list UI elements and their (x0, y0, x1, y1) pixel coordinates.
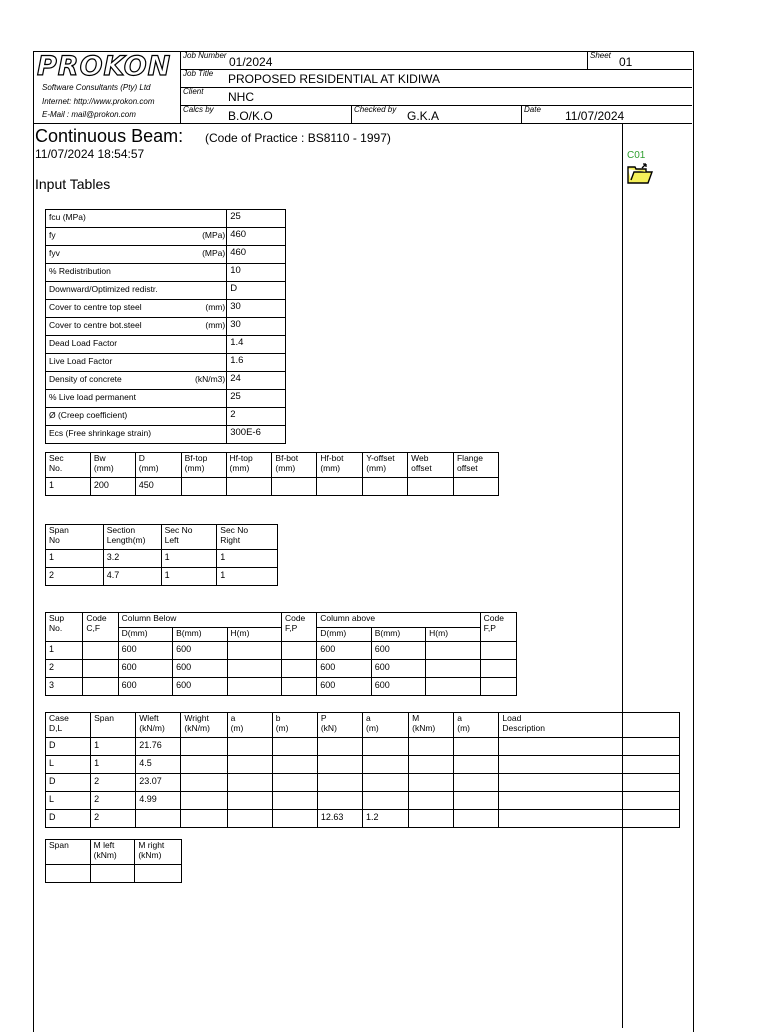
below-d-header: D(mm) (118, 628, 172, 642)
condition-label: Cover to centre bot.steel (49, 320, 142, 330)
above-h-header: H(m) (426, 628, 480, 642)
condition-label: fcu (MPa) (49, 212, 86, 222)
load-cell (409, 756, 454, 774)
span-cell: 4.7 (103, 568, 161, 586)
load-header-cell (622, 713, 679, 738)
condition-label-cell (46, 372, 227, 390)
condition-unit: (MPa) (202, 230, 226, 240)
condition-label: Dead Load Factor (49, 338, 118, 348)
support-cell (480, 678, 516, 696)
load-cell (622, 756, 679, 774)
load-cell (454, 756, 499, 774)
condition-row (46, 264, 286, 282)
header-rule (33, 123, 692, 124)
load-cell (454, 810, 499, 828)
condition-label-cell (46, 300, 227, 318)
load-cell: 12.63 (317, 810, 362, 828)
span-cell: 3.2 (103, 550, 161, 568)
load-cell (362, 738, 408, 756)
column-above-header: Column above (317, 613, 480, 628)
condition-row (46, 372, 286, 390)
load-cell (227, 774, 272, 792)
load-cell (272, 756, 317, 774)
condition-value: 30 (227, 318, 286, 336)
condition-label-cell (46, 390, 227, 408)
load-cell (317, 738, 362, 756)
client-label: Client (183, 87, 204, 96)
moment-cell (135, 865, 182, 883)
condition-label: % Live load permanent (49, 392, 136, 402)
span-header-cell: Sec No Left (161, 525, 217, 550)
load-cell: 1 (91, 738, 136, 756)
spans-table (45, 524, 278, 586)
above-b-header: B(mm) (371, 628, 425, 642)
support-cell: 600 (173, 678, 227, 696)
load-cell: 2 (91, 810, 136, 828)
load-cell (499, 738, 622, 756)
span-header-row (46, 525, 278, 550)
section-cell (181, 478, 226, 496)
load-cell (181, 756, 227, 774)
sheet-divider (587, 51, 588, 69)
margin-divider (622, 123, 623, 1028)
load-header-row (46, 713, 680, 738)
span-row (46, 550, 278, 568)
condition-unit: (mm) (205, 320, 226, 330)
load-cell (454, 792, 499, 810)
sup-no-header: Sup No. (46, 613, 83, 642)
date-divider (521, 105, 522, 123)
condition-label-cell (46, 246, 227, 264)
condition-label: Downward/Optimized redistr. (49, 284, 158, 294)
load-cell (317, 774, 362, 792)
load-cell (317, 756, 362, 774)
section-cell (363, 478, 408, 496)
section-header-cell: Y-offset (mm) (363, 453, 408, 478)
code-fp-header: Code F,P (281, 613, 316, 642)
load-cell (409, 792, 454, 810)
load-cell (499, 810, 622, 828)
load-header-cell: a (m) (227, 713, 272, 738)
span-header-cell: Section Length(m) (103, 525, 161, 550)
date-label: Date (524, 105, 541, 114)
load-cell (181, 810, 227, 828)
support-cell (83, 642, 118, 660)
support-cell (281, 660, 316, 678)
load-header-cell: Case D,L (46, 713, 91, 738)
code-cf-header: Code C,F (83, 613, 118, 642)
moment-header-cell: M left (kNm) (90, 840, 135, 865)
support-cell: 600 (173, 660, 227, 678)
checked-by-label: Checked by (354, 105, 397, 114)
header-rule (180, 87, 692, 88)
condition-row (46, 408, 286, 426)
condition-value: 1.6 (227, 354, 286, 372)
support-row (46, 660, 517, 678)
load-header-cell: a (m) (362, 713, 408, 738)
load-cell (136, 810, 181, 828)
condition-value: 1.4 (227, 336, 286, 354)
load-cell (454, 774, 499, 792)
load-cell (409, 810, 454, 828)
load-cell (227, 738, 272, 756)
condition-row (46, 390, 286, 408)
load-cell (227, 756, 272, 774)
load-cell: 4.5 (136, 756, 181, 774)
sheet-value: 01 (619, 55, 633, 69)
load-header-cell: Span (91, 713, 136, 738)
section-cell (226, 478, 272, 496)
support-cell (83, 660, 118, 678)
load-header-cell: M (kNm) (409, 713, 454, 738)
section-cell: 1 (46, 478, 91, 496)
condition-label: fy (49, 230, 56, 240)
span-header-cell: Span No (46, 525, 104, 550)
moment-row (46, 865, 182, 883)
load-header-cell: P (kN) (317, 713, 362, 738)
load-cell (622, 774, 679, 792)
load-cell (499, 756, 622, 774)
load-cell: D (46, 774, 91, 792)
section-header-cell: Hf-top (mm) (226, 453, 272, 478)
load-cell: D (46, 738, 91, 756)
supports-table (45, 612, 517, 696)
condition-value: D (227, 282, 286, 300)
support-cell (281, 678, 316, 696)
load-header-cell: b (m) (272, 713, 317, 738)
condition-label: Ecs (Free shrinkage strain) (49, 428, 152, 438)
load-header-cell: a (m) (454, 713, 499, 738)
condition-label-cell (46, 210, 227, 228)
condition-label-cell (46, 282, 227, 300)
condition-row (46, 426, 286, 444)
support-cell: 1 (46, 642, 83, 660)
condition-row (46, 318, 286, 336)
condition-label-cell (46, 336, 227, 354)
support-cell (426, 660, 480, 678)
load-row (46, 774, 680, 792)
above-d-header: D(mm) (317, 628, 371, 642)
section-header-cell: Bf-top (mm) (181, 453, 226, 478)
load-cell (227, 810, 272, 828)
moment-cell (90, 865, 135, 883)
load-cell (622, 792, 679, 810)
timestamp: 11/07/2024 18:54:57 (35, 147, 145, 161)
support-cell (227, 660, 281, 678)
load-cell (409, 738, 454, 756)
support-cell (426, 678, 480, 696)
condition-label: fyv (49, 248, 60, 258)
load-header-cell: Wleft (kN/m) (136, 713, 181, 738)
moment-header-cell: Span (46, 840, 91, 865)
job-number-value: 01/2024 (229, 55, 273, 69)
condition-label-cell (46, 264, 227, 282)
load-cell: 4.99 (136, 792, 181, 810)
sheet-label: Sheet (590, 51, 611, 60)
load-header-cell: Load Description (499, 713, 622, 738)
span-cell: 1 (161, 550, 217, 568)
job-title-value: PROPOSED RESIDENTIAL AT KIDIWA (228, 72, 441, 86)
support-cell: 600 (317, 660, 371, 678)
condition-unit: (mm) (205, 302, 226, 312)
load-cell (362, 792, 408, 810)
load-cell: D (46, 810, 91, 828)
section-header-cell: Bf-bot (mm) (272, 453, 317, 478)
section-cell: 200 (90, 478, 135, 496)
load-row (46, 756, 680, 774)
support-cell (281, 642, 316, 660)
calcs-by-label: Calcs by (183, 105, 214, 114)
support-cell (426, 642, 480, 660)
section-cell (453, 478, 498, 496)
condition-label-cell (46, 228, 227, 246)
condition-row (46, 228, 286, 246)
load-cell (622, 738, 679, 756)
code-of-practice: (Code of Practice : BS8110 - 1997) (205, 131, 391, 145)
load-cell (622, 810, 679, 828)
below-h-header: H(m) (227, 628, 281, 642)
support-cell: 600 (118, 678, 172, 696)
condition-row (46, 354, 286, 372)
support-cell: 600 (118, 642, 172, 660)
load-cell: 2 (91, 792, 136, 810)
header-rule (180, 105, 692, 106)
header-rule (180, 69, 692, 70)
condition-row (46, 282, 286, 300)
date-value: 11/07/2024 (565, 109, 625, 123)
support-cell: 2 (46, 660, 83, 678)
support-cell: 600 (173, 642, 227, 660)
load-cell (499, 792, 622, 810)
load-cell (272, 792, 317, 810)
span-cell: 1 (217, 550, 278, 568)
support-cell (227, 678, 281, 696)
conditions-table (45, 209, 286, 444)
section-row (46, 478, 499, 496)
load-cell: 2 (91, 774, 136, 792)
condition-label: Live Load Factor (49, 356, 113, 366)
span-row (46, 568, 278, 586)
load-cell (317, 792, 362, 810)
load-header-cell: Wright (kN/m) (181, 713, 227, 738)
section-header-cell: D (mm) (135, 453, 181, 478)
job-number-label: Job Number (183, 51, 227, 60)
condition-label-cell (46, 408, 227, 426)
condition-value: 300E-6 (227, 426, 286, 444)
section-header-cell: Sec No. (46, 453, 91, 478)
condition-label-cell (46, 318, 227, 336)
company-name: Software Consultants (Pty) Ltd (42, 83, 151, 92)
section-cell (408, 478, 454, 496)
condition-label: Density of concrete (49, 374, 122, 384)
condition-unit: (MPa) (202, 248, 226, 258)
condition-value: 25 (227, 390, 286, 408)
load-cell (362, 756, 408, 774)
load-row (46, 738, 680, 756)
condition-value: 460 (227, 246, 286, 264)
job-title-label: Job Title (183, 69, 214, 78)
load-cell (272, 774, 317, 792)
load-cell: 21.76 (136, 738, 181, 756)
load-cell: 1 (91, 756, 136, 774)
condition-value: 30 (227, 300, 286, 318)
load-cell (499, 774, 622, 792)
load-cell (181, 774, 227, 792)
support-cell (83, 678, 118, 696)
condition-value: 460 (227, 228, 286, 246)
load-cell: L (46, 792, 91, 810)
section-cell (272, 478, 317, 496)
open-folder-icon[interactable] (626, 163, 654, 185)
section-heading: Input Tables (35, 176, 111, 192)
load-row (46, 792, 680, 810)
span-header-cell: Sec No Right (217, 525, 278, 550)
calcs-by-value: B.O/K.O (228, 109, 273, 123)
load-cell (362, 774, 408, 792)
span-cell: 1 (46, 550, 104, 568)
support-cell: 600 (317, 642, 371, 660)
support-cell: 600 (371, 660, 425, 678)
client-value: NHC (228, 90, 254, 104)
support-cell: 600 (118, 660, 172, 678)
section-header-cell: Bw (mm) (90, 453, 135, 478)
load-cell (409, 774, 454, 792)
company-email: E-Mail : mail@prokon.com (42, 110, 136, 119)
condition-label: Ø (Creep coefficient) (49, 410, 128, 420)
load-row (46, 810, 680, 828)
sections-table (45, 452, 499, 496)
condition-value: 25 (227, 210, 286, 228)
section-header-row (46, 453, 499, 478)
condition-label: Cover to centre top steel (49, 302, 142, 312)
condition-row (46, 300, 286, 318)
load-cell (227, 792, 272, 810)
load-cell: L (46, 756, 91, 774)
sheet-tag: C01 (627, 150, 646, 161)
support-cell (227, 642, 281, 660)
load-cell: 23.07 (136, 774, 181, 792)
doc-title: Continuous Beam: (35, 126, 184, 146)
condition-unit: (kN/m3) (194, 374, 226, 384)
support-cell (480, 660, 516, 678)
section-cell: 450 (135, 478, 181, 496)
load-cell (454, 738, 499, 756)
section-header-cell: Hf-bot (mm) (317, 453, 363, 478)
support-cell: 600 (371, 642, 425, 660)
span-cell: 1 (217, 568, 278, 586)
condition-value: 24 (227, 372, 286, 390)
load-cell (272, 810, 317, 828)
support-cell: 3 (46, 678, 83, 696)
moments-table (45, 839, 182, 883)
condition-row (46, 246, 286, 264)
section-header-cell: Web offset (408, 453, 454, 478)
moment-header-cell: M right (kNm) (135, 840, 182, 865)
support-row (46, 642, 517, 660)
company-internet: Internet: http://www.prokon.com (42, 97, 155, 106)
section-cell (317, 478, 363, 496)
condition-row (46, 210, 286, 228)
moment-cell (46, 865, 91, 883)
column-below-header: Column Below (118, 613, 281, 628)
loads-table (45, 712, 680, 828)
prokon-logo: PROKON (37, 51, 172, 82)
code-fp2-header: Code F,P (480, 613, 516, 642)
span-cell: 2 (46, 568, 104, 586)
load-cell: 1.2 (362, 810, 408, 828)
support-cell: 600 (317, 678, 371, 696)
condition-label-cell (46, 426, 227, 444)
condition-label-cell (46, 354, 227, 372)
support-cell (480, 642, 516, 660)
below-b-header: B(mm) (173, 628, 227, 642)
condition-label: % Redistribution (49, 266, 111, 276)
checked-divider (351, 105, 352, 123)
section-header-cell: Flange offset (453, 453, 498, 478)
moment-header-row (46, 840, 182, 865)
load-cell (181, 738, 227, 756)
load-cell (272, 738, 317, 756)
condition-row (46, 336, 286, 354)
span-cell: 1 (161, 568, 217, 586)
support-cell: 600 (371, 678, 425, 696)
checked-by-value: G.K.A (407, 109, 440, 123)
condition-value: 2 (227, 408, 286, 426)
load-cell (181, 792, 227, 810)
condition-value: 10 (227, 264, 286, 282)
support-row (46, 678, 517, 696)
